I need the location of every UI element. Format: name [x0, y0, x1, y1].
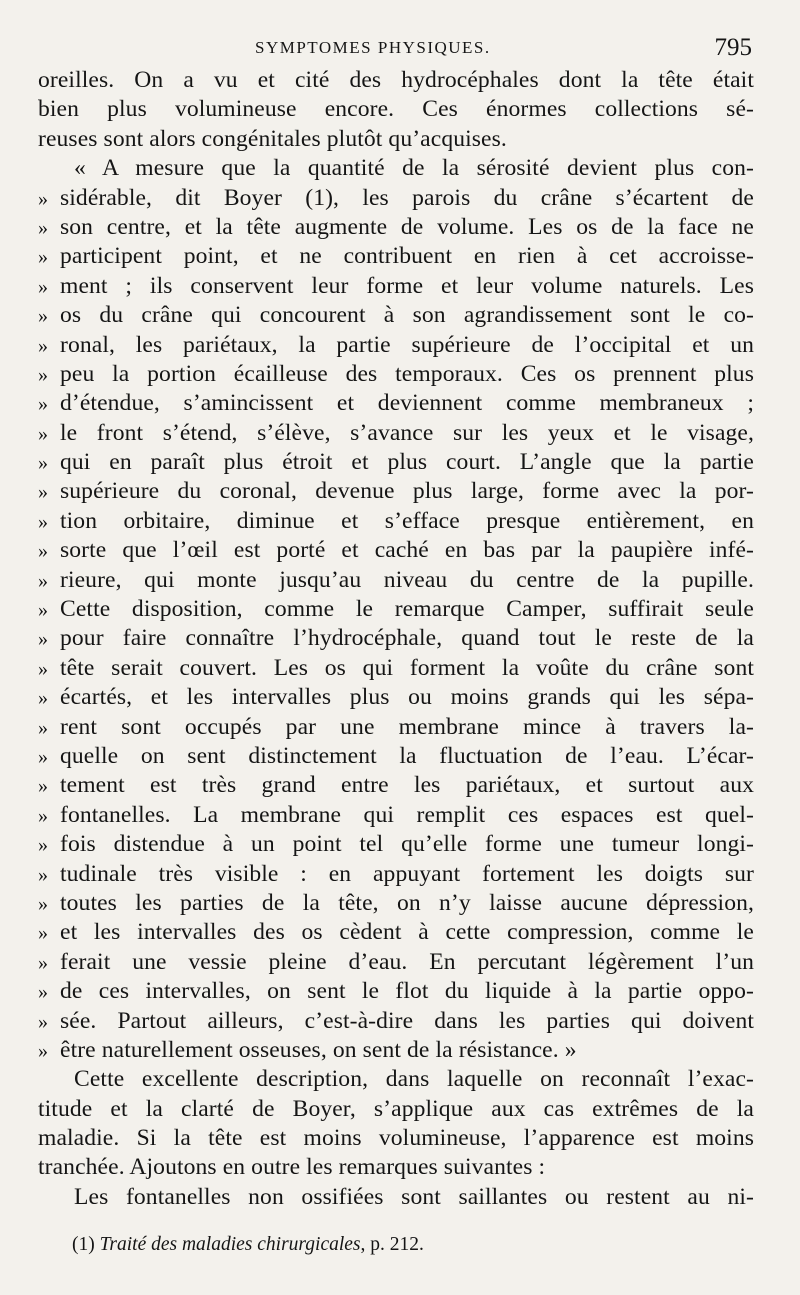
text-line	[38, 830, 754, 859]
line-text: écartés, et les intervalles plus ou moins grands qui les sépa-	[60, 684, 754, 711]
quote-marker: »	[38, 981, 49, 1004]
line-text: ronal, les pariétaux, la partie supérieure de l’occipital et un	[60, 331, 754, 358]
quote-marker: »	[38, 745, 49, 768]
quote-marker: »	[38, 716, 49, 739]
text-line	[38, 1183, 754, 1212]
line-text: Les fontanelles non ossifiées sont saillantes ou restent au ni-	[74, 1183, 754, 1210]
text-line	[38, 1007, 754, 1036]
text-line	[38, 1153, 754, 1182]
text-line	[38, 272, 754, 301]
text-line	[38, 595, 754, 624]
line-text: oreilles. On a vu et cité des hydrocéphales dont la tête était	[38, 67, 754, 93]
line-text: pour faire connaître l’hydrocéphale, quand tout le reste de la	[60, 625, 754, 652]
quote-marker: »	[38, 569, 49, 592]
line-text: peu la portion écailleuse des temporaux. Ces os prennent plus	[60, 360, 754, 387]
text-line	[38, 389, 754, 418]
quote-marker: »	[38, 363, 49, 386]
text-line	[38, 654, 754, 683]
quote-marker: »	[38, 305, 49, 328]
page-header	[0, 34, 800, 64]
text-line	[38, 948, 754, 977]
line-text: quelle on sent distinctement la fluctuation de l’eau. L’écar-	[60, 742, 754, 769]
text-line	[38, 1095, 754, 1124]
quote-marker: »	[38, 393, 49, 416]
text-line	[38, 624, 754, 653]
quote-marker: »	[38, 510, 49, 533]
quote-marker: »	[38, 922, 49, 945]
quote-marker: »	[38, 628, 49, 651]
quote-marker: »	[38, 834, 49, 857]
text-line	[38, 477, 754, 506]
line-text: ment ; ils conservent leur forme et leur volume naturels. Les	[60, 272, 754, 299]
text-line	[38, 889, 754, 918]
line-text: participent point, et ne contribuent en rien à cet accroisse-	[60, 243, 754, 270]
text-line	[38, 566, 754, 595]
quote-marker: »	[38, 892, 49, 915]
line-text: toutes les parties de la tête, on n’y laisse aucune dépression,	[60, 889, 754, 916]
text-line	[38, 448, 754, 477]
running-title: SYMPTOMES PHYSIQUES.	[255, 38, 491, 57]
line-text: Cette excellente description, dans laquelle on reconnaît l’exac-	[74, 1066, 754, 1093]
line-text: supérieure du coronal, devenue plus large, forme avec la por-	[60, 478, 754, 505]
text-line	[38, 1124, 754, 1153]
line-text: d’étendue, s’amincissent et deviennent comme membraneux ;	[60, 390, 754, 417]
quote-marker: »	[38, 216, 49, 239]
body-text	[38, 66, 754, 1212]
quote-marker: »	[38, 657, 49, 680]
quote-marker: »	[38, 187, 49, 210]
text-line	[38, 66, 754, 95]
line-text: tement est très grand entre les pariétaux, et surtout aux	[60, 772, 754, 799]
text-line	[38, 360, 754, 389]
quote-marker: »	[38, 1039, 49, 1062]
text-line	[38, 1036, 754, 1065]
line-text: titude et la clarté de Boyer, s’applique aux cas extrêmes de la	[38, 1095, 754, 1122]
text-line	[38, 507, 754, 536]
line-text: tranchée. Ajoutons en outre les remarques suivantes :	[38, 1154, 546, 1181]
line-text: fontanelles. La membrane qui remplit ces espaces est quel-	[60, 801, 754, 828]
line-text: reuses sont alors congénitales plutôt qu’acquises.	[38, 125, 507, 152]
quote-marker: »	[38, 687, 49, 710]
line-text: bien plus volumineuse encore. Ces énormes collections sé-	[38, 96, 754, 123]
footnote-page: , p. 212.	[360, 1234, 424, 1255]
text-line	[38, 977, 754, 1006]
quote-marker: »	[38, 775, 49, 798]
line-text: ferait une vessie pleine d’eau. En percutant légèrement l’un	[60, 948, 754, 975]
text-line	[38, 742, 754, 771]
text-line	[38, 713, 754, 742]
text-line	[38, 95, 754, 124]
text-line	[38, 184, 754, 213]
line-text: rent sont occupés par une membrane mince à travers la-	[60, 713, 754, 740]
quote-marker: »	[38, 804, 49, 827]
text-line	[38, 683, 754, 712]
quote-marker: »	[38, 275, 49, 298]
line-text: et les intervalles des os cèdent à cette compression, comme le	[60, 919, 754, 946]
line-text: Cette disposition, comme le remarque Camper, suffirait seule	[60, 596, 754, 623]
text-line	[38, 154, 754, 183]
quote-marker: »	[38, 481, 49, 504]
line-text: sorte que l’œil est porté et caché en bas par la paupière infé-	[60, 537, 754, 564]
line-text: sée. Partout ailleurs, c’est-à-dire dans les parties qui doivent	[60, 1007, 754, 1034]
line-text: de ces intervalles, on sent le flot du liquide à la partie oppo-	[60, 978, 754, 1005]
text-line	[38, 771, 754, 800]
line-text: son centre, et la tête augmente de volume. Les os de la face ne	[60, 213, 754, 240]
line-text: fois distendue à un point tel qu’elle forme une tumeur longi-	[60, 831, 754, 858]
quote-marker: »	[38, 1010, 49, 1033]
quote-marker: »	[38, 863, 49, 886]
line-text: tête serait couvert. Les os qui forment la voûte du crâne sont	[60, 654, 754, 681]
text-line	[38, 536, 754, 565]
footnote-title: Traité des maladies chirurgicales	[99, 1234, 361, 1255]
quote-marker: »	[38, 246, 49, 269]
quote-marker: »	[38, 422, 49, 445]
quote-marker: »	[38, 599, 49, 622]
text-line	[38, 301, 754, 330]
text-line	[38, 125, 754, 154]
page-number: 795	[714, 34, 752, 61]
text-line	[38, 331, 754, 360]
line-text: tudinale très visible : en appuyant fortement les doigts sur	[60, 860, 754, 887]
quote-marker: »	[38, 452, 49, 475]
text-line	[38, 801, 754, 830]
line-text: tion orbitaire, diminue et s’efface presque entièrement, en	[60, 507, 754, 534]
text-line	[38, 213, 754, 242]
quote-marker: »	[38, 540, 49, 563]
line-text: maladie. Si la tête est moins volumineuse, l’apparence est moins	[38, 1125, 754, 1152]
line-text: os du crâne qui concourent à son agrandissement sont le co-	[60, 302, 754, 329]
quote-marker: »	[38, 951, 49, 974]
line-text: qui en paraît plus étroit et plus court. L’angle que la partie	[60, 449, 754, 476]
text-line	[38, 918, 754, 947]
quote-marker: »	[38, 334, 49, 357]
line-text: rieure, qui monte jusqu’au niveau du centre de la pupille.	[60, 566, 754, 593]
footnote	[72, 1234, 672, 1256]
text-line	[38, 1065, 754, 1094]
text-line	[38, 860, 754, 889]
line-text: le front s’étend, s’élève, s’avance sur les yeux et le visage,	[60, 419, 754, 446]
footnote-number: (1)	[72, 1234, 95, 1255]
text-line	[38, 419, 754, 448]
line-text: être naturellement osseuses, on sent de la résistance. »	[60, 1036, 577, 1063]
line-text: « A mesure que la quantité de la sérosité devient plus con-	[74, 155, 754, 182]
line-text: sidérable, dit Boyer (1), les parois du crâne s’écartent de	[60, 184, 754, 211]
text-line	[38, 242, 754, 271]
